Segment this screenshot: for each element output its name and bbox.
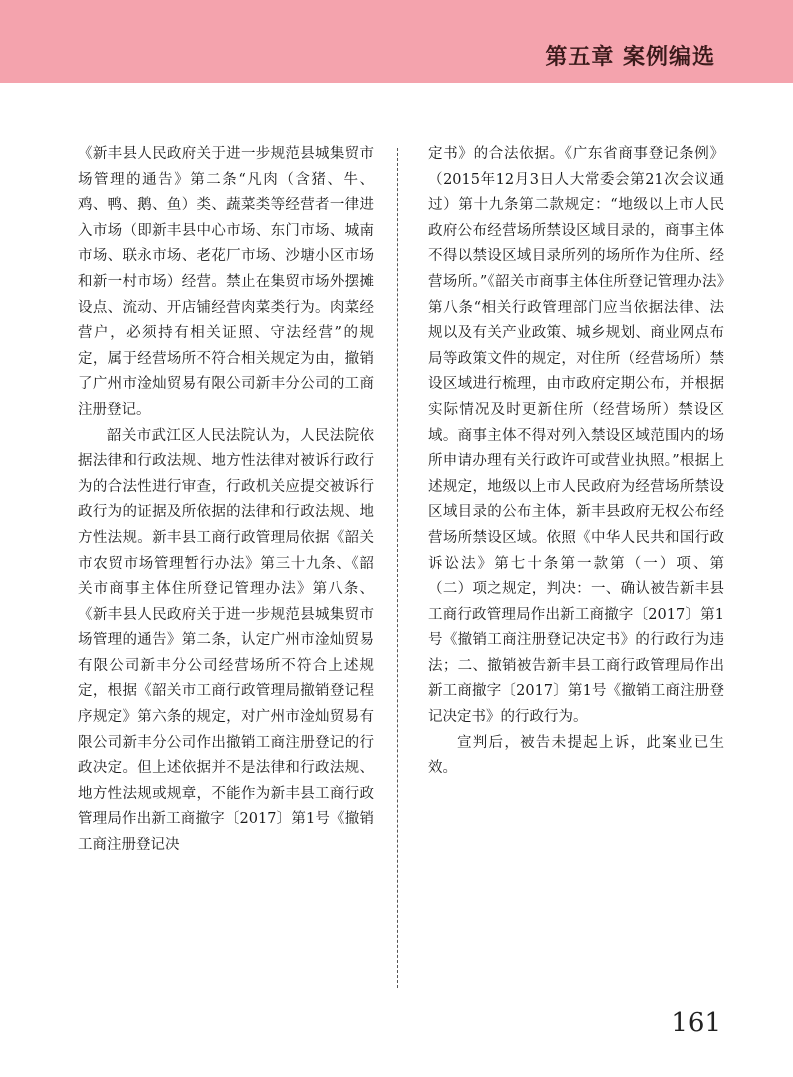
left-column [78, 142, 374, 859]
page-number: 161 [671, 1008, 721, 1038]
right-column [428, 142, 724, 782]
body-paragraph: 韶关市武江区人民法院认为，人民法院依据法律和行政法规、地方性法律对被诉行政行为的合法性进行审查，行政机关应提交被诉行政行为的证据及所依据的法律和行政法规、地方性法规。新丰县工商行政管理局依据《韶关市农贸市场管理暂行办法》第三十九条、《韶关市商事主体住所登记管理办法》第八条、《新丰县人民政府关于进一步规范县城集贸市场管理的通告》第二条，认定广州市淦灿贸易有限公司新丰分公司经营场所不符合上述规定，根据《韶关市工商行政管理局撤销登记程序规定》第六条的规定，对广州市淦灿贸易有限公司新丰分公司作出撤销工商注册登记的行政决定。但上述依据并不是法律和行政法规、地方性法规或规章，不能作为新丰县工商行政管理局作出新工商撤字〔2017〕第1号《撤销工商注册登记决 [78, 427, 374, 854]
chapter-title: 第五章 案例编选 [545, 45, 715, 70]
body-paragraph: 《新丰县人民政府关于进一步规范县城集贸市场管理的通告》第二条“凡肉（含猪、牛、鸡、鸭、鹅、鱼）类、蔬菜类等经营者一律进入市场（即新丰县中心市场、东门市场、城南市场、联永市场、老花厂市场、沙塘小区市场和新一村市场）经营。禁止在集贸市场外摆摊设点、流动、开店铺经营肉菜类行为。肉菜经营户，必须持有相关证照、守法经营”的规定，属于经营场所不符合相关规定为由，撤销了广州市淦灿贸易有限公司新丰分公司的工商注册登记。 [78, 146, 374, 418]
body-paragraph: 宣判后，被告未提起上诉，此案业已生效。 [428, 734, 724, 777]
body-paragraph: 定书》的合法依据。《广东省商事登记条例》（2015年12月3日人大常委会第21次会议通过）第十九条第二款规定：“地级以上市人民政府公布经营场所禁设区域目录的，商事主体不得以禁设区域目录所列的场所作为住所、经营场所。”《韶关市商事主体住所登记管理办法》第八条“相关行政管理部门应当依据法律、法规以及有关产业政策、城乡规划、商业网点布局等政策文件的规定，对住所（经营场所）禁设区域进行梳理，由市政府定期公布，并根据实际情况及时更新住所（经营场所）禁设区域。商事主体不得对列入禁设区域范围内的场所申请办理有关行政许可或营业执照。”根据上述规定，地级以上市人民政府为经营场所禁设区域目录的公布主体，新丰县政府无权公布经营场所禁设区域。依照《中华人民共和国行政诉讼法》第七十条第一款第（一）项、第（二）项之规定，判决：一、确认被告新丰县工商行政管理局作出新工商撤字〔2017〕第1号《撤销工商注册登记决定书》的行政行为违法；二、撤销被告新丰县工商行政管理局作出新工商撤字〔2017〕第1号《撤销工商注册登记决定书》的行政行为。 [428, 146, 724, 726]
chapter-header-band [0, 0, 793, 83]
column-divider [397, 148, 398, 988]
